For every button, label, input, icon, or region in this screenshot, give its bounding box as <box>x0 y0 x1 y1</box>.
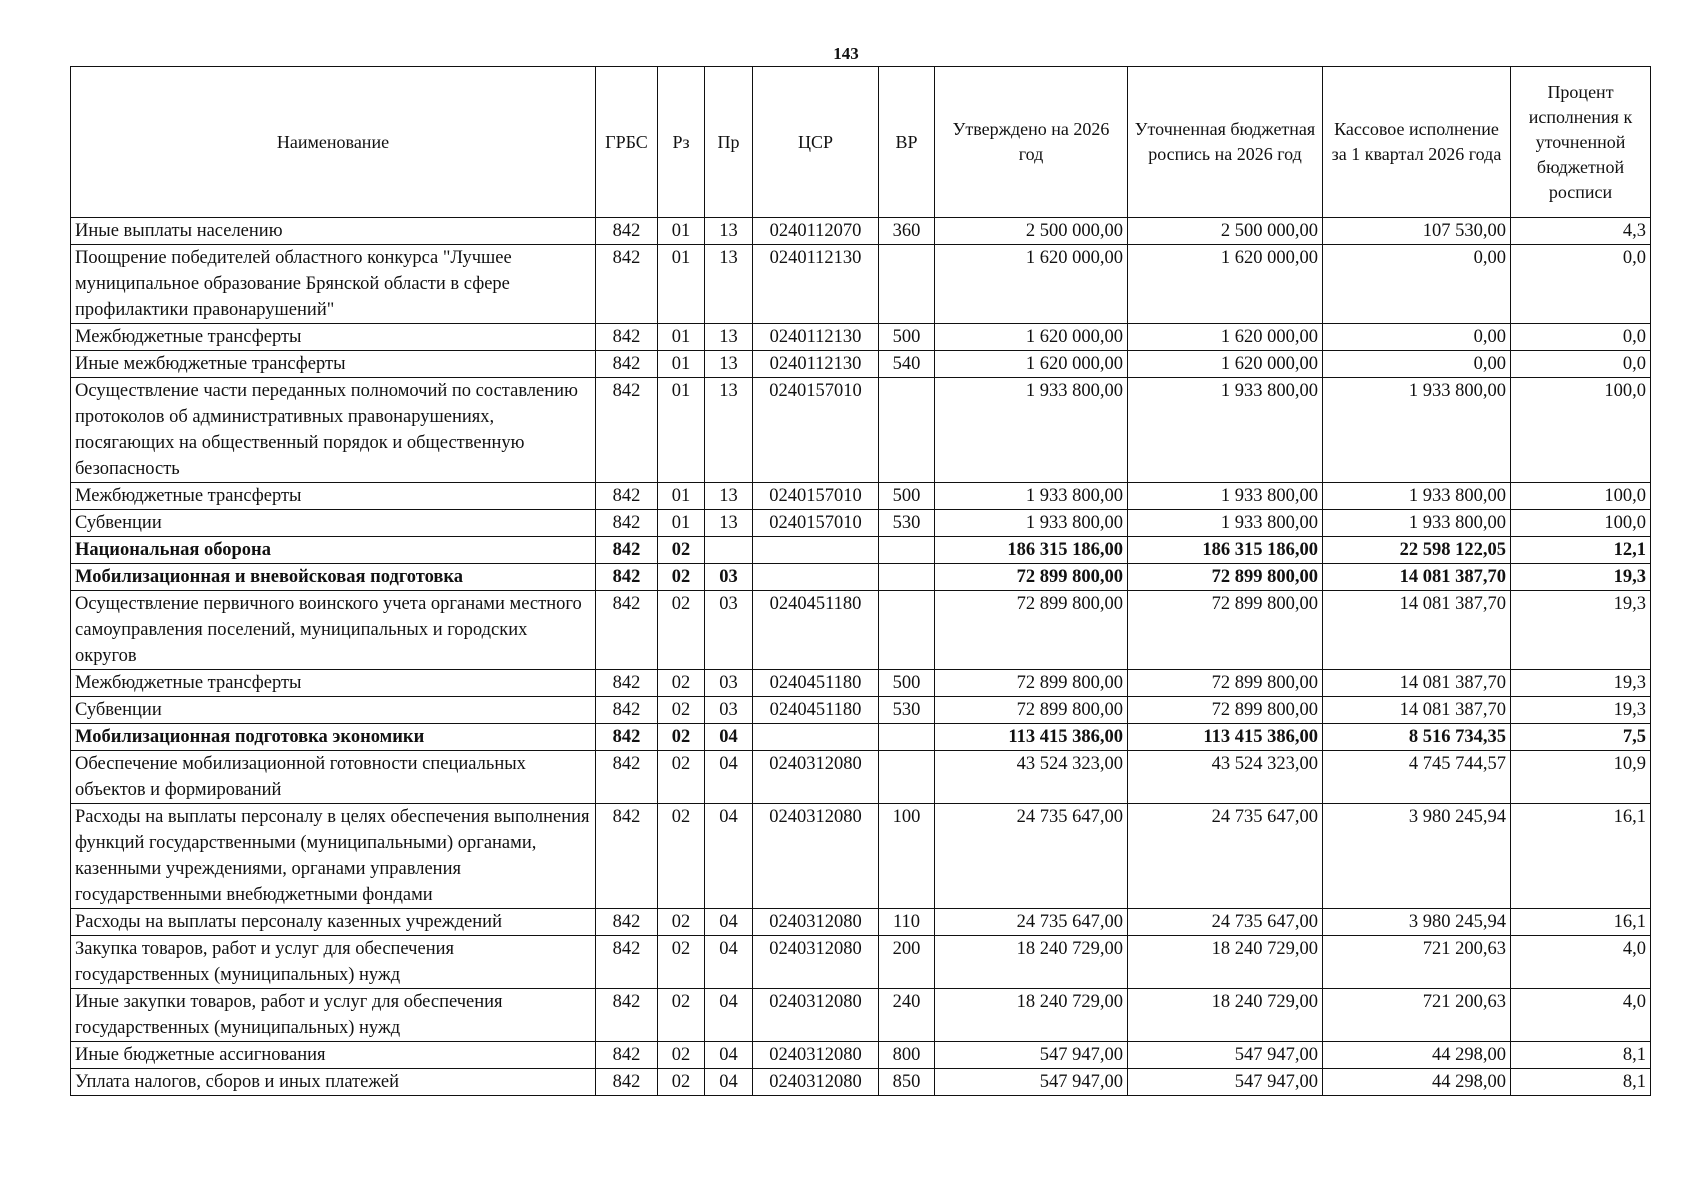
table-row <box>71 537 1651 564</box>
page-number: 143 <box>833 44 859 63</box>
cell-approved: 547 947,00 <box>935 1042 1128 1069</box>
cell-csr: 0240312080 <box>753 989 879 1042</box>
cell-vr: 110 <box>879 909 935 936</box>
cell-grbs: 842 <box>596 537 658 564</box>
cell-approved: 72 899 800,00 <box>935 564 1128 591</box>
cell-refined: 72 899 800,00 <box>1128 564 1323 591</box>
cell-csr: 0240312080 <box>753 1069 879 1096</box>
cell-name: Субвенции <box>71 510 596 537</box>
cell-rz: 01 <box>658 378 705 483</box>
cell-refined: 43 524 323,00 <box>1128 751 1323 804</box>
cell-csr <box>753 724 879 751</box>
cell-name: Поощрение победителей областного конкурса "Лучшее муниципальное образование Брянской области в сфере профилактики правонарушений" <box>71 245 596 324</box>
header-rz: Рз <box>658 67 705 218</box>
cell-refined: 1 620 000,00 <box>1128 324 1323 351</box>
cell-cash: 1 933 800,00 <box>1323 483 1511 510</box>
header-name: Наименование <box>71 67 596 218</box>
table-row <box>71 989 1651 1042</box>
cell-rz: 01 <box>658 218 705 245</box>
cell-approved: 2 500 000,00 <box>935 218 1128 245</box>
cell-percent: 10,9 <box>1511 751 1651 804</box>
cell-approved: 72 899 800,00 <box>935 591 1128 670</box>
cell-grbs: 842 <box>596 510 658 537</box>
cell-pr <box>705 537 753 564</box>
cell-pr: 13 <box>705 351 753 378</box>
cell-percent: 0,0 <box>1511 324 1651 351</box>
cell-refined: 2 500 000,00 <box>1128 218 1323 245</box>
cell-grbs: 842 <box>596 1069 658 1096</box>
cell-name: Закупка товаров, работ и услуг для обеспечения государственных (муниципальных) нужд <box>71 936 596 989</box>
cell-cash: 3 980 245,94 <box>1323 909 1511 936</box>
cell-grbs: 842 <box>596 324 658 351</box>
cell-grbs: 842 <box>596 724 658 751</box>
cell-percent: 0,0 <box>1511 351 1651 378</box>
cell-vr: 850 <box>879 1069 935 1096</box>
cell-approved: 1 620 000,00 <box>935 245 1128 324</box>
table-row <box>71 804 1651 909</box>
cell-refined: 18 240 729,00 <box>1128 936 1323 989</box>
header-vr: ВР <box>879 67 935 218</box>
cell-rz: 02 <box>658 909 705 936</box>
header-csr: ЦСР <box>753 67 879 218</box>
cell-pr: 03 <box>705 670 753 697</box>
table-row <box>71 1069 1651 1096</box>
cell-name: Расходы на выплаты персоналу казенных учреждений <box>71 909 596 936</box>
cell-name: Иные закупки товаров, работ и услуг для обеспечения государственных (муниципальных) нужд <box>71 989 596 1042</box>
cell-vr: 530 <box>879 510 935 537</box>
cell-cash: 4 745 744,57 <box>1323 751 1511 804</box>
cell-vr: 240 <box>879 989 935 1042</box>
cell-approved: 24 735 647,00 <box>935 909 1128 936</box>
cell-name: Межбюджетные трансферты <box>71 324 596 351</box>
cell-refined: 1 620 000,00 <box>1128 351 1323 378</box>
cell-percent: 8,1 <box>1511 1042 1651 1069</box>
cell-percent: 100,0 <box>1511 510 1651 537</box>
cell-cash: 22 598 122,05 <box>1323 537 1511 564</box>
cell-refined: 547 947,00 <box>1128 1069 1323 1096</box>
cell-approved: 43 524 323,00 <box>935 751 1128 804</box>
cell-approved: 1 620 000,00 <box>935 351 1128 378</box>
cell-pr: 13 <box>705 510 753 537</box>
cell-grbs: 842 <box>596 591 658 670</box>
cell-grbs: 842 <box>596 989 658 1042</box>
cell-csr: 0240312080 <box>753 936 879 989</box>
cell-csr <box>753 564 879 591</box>
cell-rz: 01 <box>658 351 705 378</box>
cell-csr: 0240157010 <box>753 483 879 510</box>
cell-csr: 0240157010 <box>753 510 879 537</box>
cell-grbs: 842 <box>596 936 658 989</box>
cell-cash: 14 081 387,70 <box>1323 591 1511 670</box>
cell-name: Мобилизационная подготовка экономики <box>71 724 596 751</box>
cell-rz: 02 <box>658 804 705 909</box>
cell-name: Иные выплаты населению <box>71 218 596 245</box>
cell-vr: 500 <box>879 483 935 510</box>
cell-grbs: 842 <box>596 1042 658 1069</box>
budget-table <box>70 66 1651 1096</box>
cell-csr: 0240451180 <box>753 670 879 697</box>
cell-csr: 0240451180 <box>753 697 879 724</box>
cell-approved: 547 947,00 <box>935 1069 1128 1096</box>
header-pr: Пр <box>705 67 753 218</box>
cell-grbs: 842 <box>596 245 658 324</box>
cell-rz: 02 <box>658 537 705 564</box>
header-approved: Утверждено на 2026 год <box>935 67 1128 218</box>
cell-csr: 0240112130 <box>753 351 879 378</box>
cell-percent: 4,3 <box>1511 218 1651 245</box>
cell-csr: 0240312080 <box>753 1042 879 1069</box>
cell-csr: 0240312080 <box>753 909 879 936</box>
cell-pr: 13 <box>705 378 753 483</box>
cell-pr: 04 <box>705 1042 753 1069</box>
cell-refined: 186 315 186,00 <box>1128 537 1323 564</box>
cell-vr: 800 <box>879 1042 935 1069</box>
cell-refined: 72 899 800,00 <box>1128 697 1323 724</box>
cell-pr: 13 <box>705 218 753 245</box>
cell-refined: 24 735 647,00 <box>1128 804 1323 909</box>
cell-rz: 01 <box>658 324 705 351</box>
cell-name: Осуществление первичного воинского учета органами местного самоуправления поселений, муниципальных и городских округов <box>71 591 596 670</box>
cell-percent: 4,0 <box>1511 989 1651 1042</box>
cell-name: Осуществление части переданных полномочий по составлению протоколов об административных правонарушениях, посягающих на общественный порядок и общественную безопасность <box>71 378 596 483</box>
cell-cash: 1 933 800,00 <box>1323 378 1511 483</box>
cell-pr: 03 <box>705 591 753 670</box>
header-refined: Уточненная бюджетная роспись на 2026 год <box>1128 67 1323 218</box>
cell-grbs: 842 <box>596 751 658 804</box>
cell-csr: 0240312080 <box>753 804 879 909</box>
cell-pr: 04 <box>705 909 753 936</box>
table-row <box>71 697 1651 724</box>
cell-rz: 02 <box>658 936 705 989</box>
cell-refined: 113 415 386,00 <box>1128 724 1323 751</box>
cell-grbs: 842 <box>596 804 658 909</box>
cell-csr: 0240451180 <box>753 591 879 670</box>
table-row <box>71 483 1651 510</box>
cell-vr: 100 <box>879 804 935 909</box>
cell-cash: 44 298,00 <box>1323 1069 1511 1096</box>
cell-vr: 540 <box>879 351 935 378</box>
cell-approved: 186 315 186,00 <box>935 537 1128 564</box>
cell-grbs: 842 <box>596 670 658 697</box>
cell-rz: 02 <box>658 670 705 697</box>
cell-cash: 14 081 387,70 <box>1323 697 1511 724</box>
cell-cash: 14 081 387,70 <box>1323 564 1511 591</box>
cell-cash: 44 298,00 <box>1323 1042 1511 1069</box>
cell-rz: 02 <box>658 751 705 804</box>
cell-refined: 1 933 800,00 <box>1128 483 1323 510</box>
cell-vr <box>879 564 935 591</box>
cell-percent: 16,1 <box>1511 804 1651 909</box>
cell-csr: 0240112070 <box>753 218 879 245</box>
cell-name: Уплата налогов, сборов и иных платежей <box>71 1069 596 1096</box>
cell-name: Межбюджетные трансферты <box>71 670 596 697</box>
table-row <box>71 670 1651 697</box>
cell-name: Обеспечение мобилизационной готовности специальных объектов и формирований <box>71 751 596 804</box>
cell-approved: 1 620 000,00 <box>935 324 1128 351</box>
cell-approved: 18 240 729,00 <box>935 936 1128 989</box>
table-row <box>71 564 1651 591</box>
cell-refined: 547 947,00 <box>1128 1042 1323 1069</box>
cell-rz: 02 <box>658 724 705 751</box>
cell-name: Иные межбюджетные трансферты <box>71 351 596 378</box>
cell-percent: 19,3 <box>1511 670 1651 697</box>
cell-grbs: 842 <box>596 564 658 591</box>
table-row <box>71 751 1651 804</box>
table-row <box>71 1042 1651 1069</box>
table-row <box>71 510 1651 537</box>
cell-percent: 0,0 <box>1511 245 1651 324</box>
cell-pr: 13 <box>705 324 753 351</box>
cell-csr <box>753 537 879 564</box>
table-row <box>71 351 1651 378</box>
cell-vr: 360 <box>879 218 935 245</box>
cell-approved: 72 899 800,00 <box>935 697 1128 724</box>
cell-refined: 18 240 729,00 <box>1128 989 1323 1042</box>
cell-percent: 19,3 <box>1511 591 1651 670</box>
cell-vr <box>879 378 935 483</box>
cell-approved: 18 240 729,00 <box>935 989 1128 1042</box>
cell-approved: 113 415 386,00 <box>935 724 1128 751</box>
cell-cash: 14 081 387,70 <box>1323 670 1511 697</box>
cell-vr <box>879 245 935 324</box>
cell-refined: 1 933 800,00 <box>1128 510 1323 537</box>
cell-vr <box>879 751 935 804</box>
cell-approved: 1 933 800,00 <box>935 483 1128 510</box>
table-row <box>71 909 1651 936</box>
table-row <box>71 591 1651 670</box>
cell-cash: 721 200,63 <box>1323 936 1511 989</box>
cell-grbs: 842 <box>596 218 658 245</box>
cell-csr: 0240112130 <box>753 324 879 351</box>
cell-pr: 04 <box>705 936 753 989</box>
cell-approved: 72 899 800,00 <box>935 670 1128 697</box>
cell-rz: 02 <box>658 697 705 724</box>
cell-vr: 530 <box>879 697 935 724</box>
cell-cash: 0,00 <box>1323 324 1511 351</box>
cell-pr: 04 <box>705 724 753 751</box>
cell-percent: 19,3 <box>1511 697 1651 724</box>
cell-csr: 0240312080 <box>753 751 879 804</box>
cell-pr: 13 <box>705 483 753 510</box>
cell-vr <box>879 724 935 751</box>
cell-percent: 4,0 <box>1511 936 1651 989</box>
cell-vr: 500 <box>879 324 935 351</box>
table-row <box>71 936 1651 989</box>
cell-name: Расходы на выплаты персоналу в целях обеспечения выполнения функций государственными (муниципальными) органами, казенными учреждениями, органами управления государственными внебюджетными фондами <box>71 804 596 909</box>
cell-percent: 7,5 <box>1511 724 1651 751</box>
cell-cash: 3 980 245,94 <box>1323 804 1511 909</box>
cell-percent: 12,1 <box>1511 537 1651 564</box>
cell-rz: 02 <box>658 1042 705 1069</box>
cell-vr: 200 <box>879 936 935 989</box>
cell-percent: 19,3 <box>1511 564 1651 591</box>
cell-cash: 721 200,63 <box>1323 989 1511 1042</box>
cell-name: Иные бюджетные ассигнования <box>71 1042 596 1069</box>
table-row <box>71 378 1651 483</box>
cell-cash: 107 530,00 <box>1323 218 1511 245</box>
cell-csr: 0240157010 <box>753 378 879 483</box>
cell-name: Межбюджетные трансферты <box>71 483 596 510</box>
cell-pr: 13 <box>705 245 753 324</box>
cell-percent: 8,1 <box>1511 1069 1651 1096</box>
cell-rz: 02 <box>658 591 705 670</box>
cell-cash: 0,00 <box>1323 245 1511 324</box>
cell-approved: 24 735 647,00 <box>935 804 1128 909</box>
cell-grbs: 842 <box>596 378 658 483</box>
header-grbs: ГРБС <box>596 67 658 218</box>
cell-cash: 1 933 800,00 <box>1323 510 1511 537</box>
cell-pr: 03 <box>705 564 753 591</box>
cell-name: Национальная оборона <box>71 537 596 564</box>
cell-percent: 100,0 <box>1511 483 1651 510</box>
cell-name: Мобилизационная и вневойсковая подготовка <box>71 564 596 591</box>
cell-percent: 100,0 <box>1511 378 1651 483</box>
cell-vr <box>879 591 935 670</box>
cell-refined: 1 620 000,00 <box>1128 245 1323 324</box>
table-row <box>71 324 1651 351</box>
cell-rz: 02 <box>658 1069 705 1096</box>
cell-name: Субвенции <box>71 697 596 724</box>
header-percent: Процент исполнения к уточненной бюджетной росписи <box>1511 67 1651 218</box>
cell-cash: 8 516 734,35 <box>1323 724 1511 751</box>
cell-rz: 01 <box>658 245 705 324</box>
cell-rz: 01 <box>658 510 705 537</box>
cell-pr: 04 <box>705 989 753 1042</box>
cell-pr: 04 <box>705 804 753 909</box>
cell-percent: 16,1 <box>1511 909 1651 936</box>
cell-approved: 1 933 800,00 <box>935 378 1128 483</box>
cell-rz: 01 <box>658 483 705 510</box>
cell-refined: 1 933 800,00 <box>1128 378 1323 483</box>
cell-vr <box>879 537 935 564</box>
cell-grbs: 842 <box>596 697 658 724</box>
cell-pr: 03 <box>705 697 753 724</box>
cell-cash: 0,00 <box>1323 351 1511 378</box>
table-row <box>71 218 1651 245</box>
table-row <box>71 245 1651 324</box>
header-cash: Кассовое исполнение за 1 квартал 2026 года <box>1323 67 1511 218</box>
cell-grbs: 842 <box>596 351 658 378</box>
cell-vr: 500 <box>879 670 935 697</box>
cell-pr: 04 <box>705 1069 753 1096</box>
cell-refined: 24 735 647,00 <box>1128 909 1323 936</box>
cell-pr: 04 <box>705 751 753 804</box>
cell-grbs: 842 <box>596 909 658 936</box>
table-header-row <box>71 67 1651 218</box>
table-row <box>71 724 1651 751</box>
cell-refined: 72 899 800,00 <box>1128 670 1323 697</box>
cell-rz: 02 <box>658 989 705 1042</box>
cell-grbs: 842 <box>596 483 658 510</box>
cell-rz: 02 <box>658 564 705 591</box>
cell-refined: 72 899 800,00 <box>1128 591 1323 670</box>
cell-approved: 1 933 800,00 <box>935 510 1128 537</box>
cell-csr: 0240112130 <box>753 245 879 324</box>
